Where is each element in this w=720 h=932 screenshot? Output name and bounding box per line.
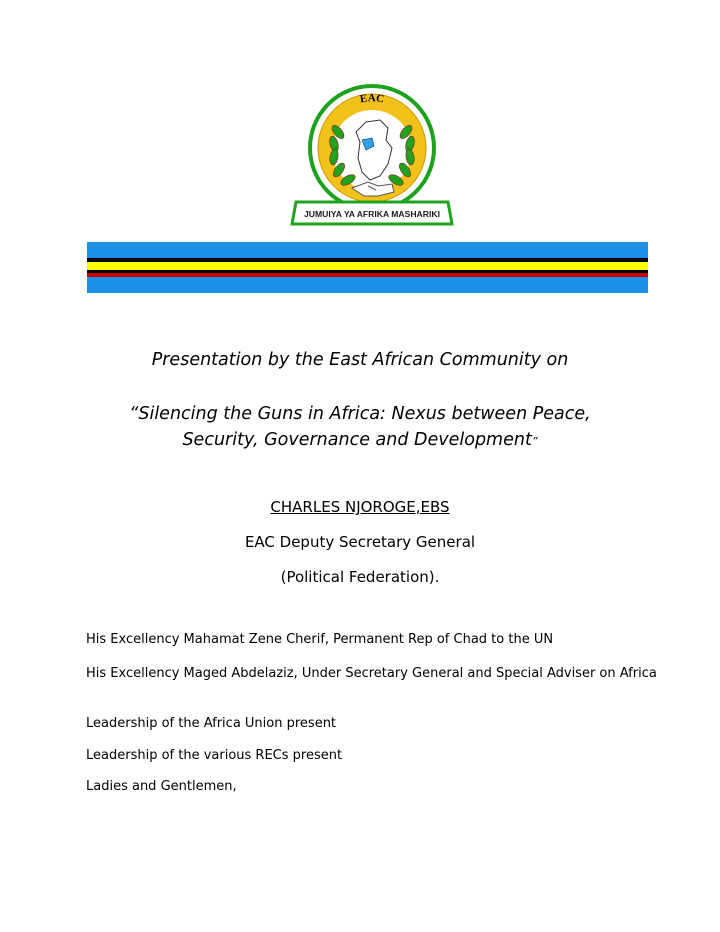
speaker-department: (Political Federation). <box>280 568 440 586</box>
salutation: Ladies and Gentlemen, <box>86 779 237 794</box>
close-quote: ” <box>531 435 538 448</box>
topic-line-1: Silencing the Guns in Africa: Nexus between Peace, <box>138 404 591 424</box>
stripe-blue-top <box>87 242 648 258</box>
eac-logo <box>290 84 454 230</box>
logo-motto: JUMUIYA YA AFRIKA MASHARIKI <box>304 209 440 219</box>
eac-flag-stripes <box>87 242 648 293</box>
acknowledgement-line: His Excellency Maged Abdelaziz, Under Secretary General and Special Adviser on Africa <box>86 666 657 681</box>
open-quote: “ <box>129 404 139 424</box>
stripe-blue-bottom <box>87 277 648 293</box>
presentation-topic <box>0 401 720 455</box>
acknowledgement-line: His Excellency Mahamat Zene Cherif, Permanent Rep of Chad to the UN <box>86 632 554 647</box>
acknowledgement-line: Leadership of the various RECs present <box>86 748 343 763</box>
speaker-role: EAC Deputy Secretary General <box>244 533 476 551</box>
stripe-yellow <box>87 262 648 270</box>
speaker-name: CHARLES NJOROGE,EBS <box>270 498 450 516</box>
logo-acronym: EAC <box>359 92 385 106</box>
topic-line-2: Security, Governance and Development <box>182 430 532 450</box>
acknowledgement-line: Leadership of the Africa Union present <box>86 716 337 731</box>
presentation-heading: Presentation by the East African Community on <box>151 350 569 370</box>
